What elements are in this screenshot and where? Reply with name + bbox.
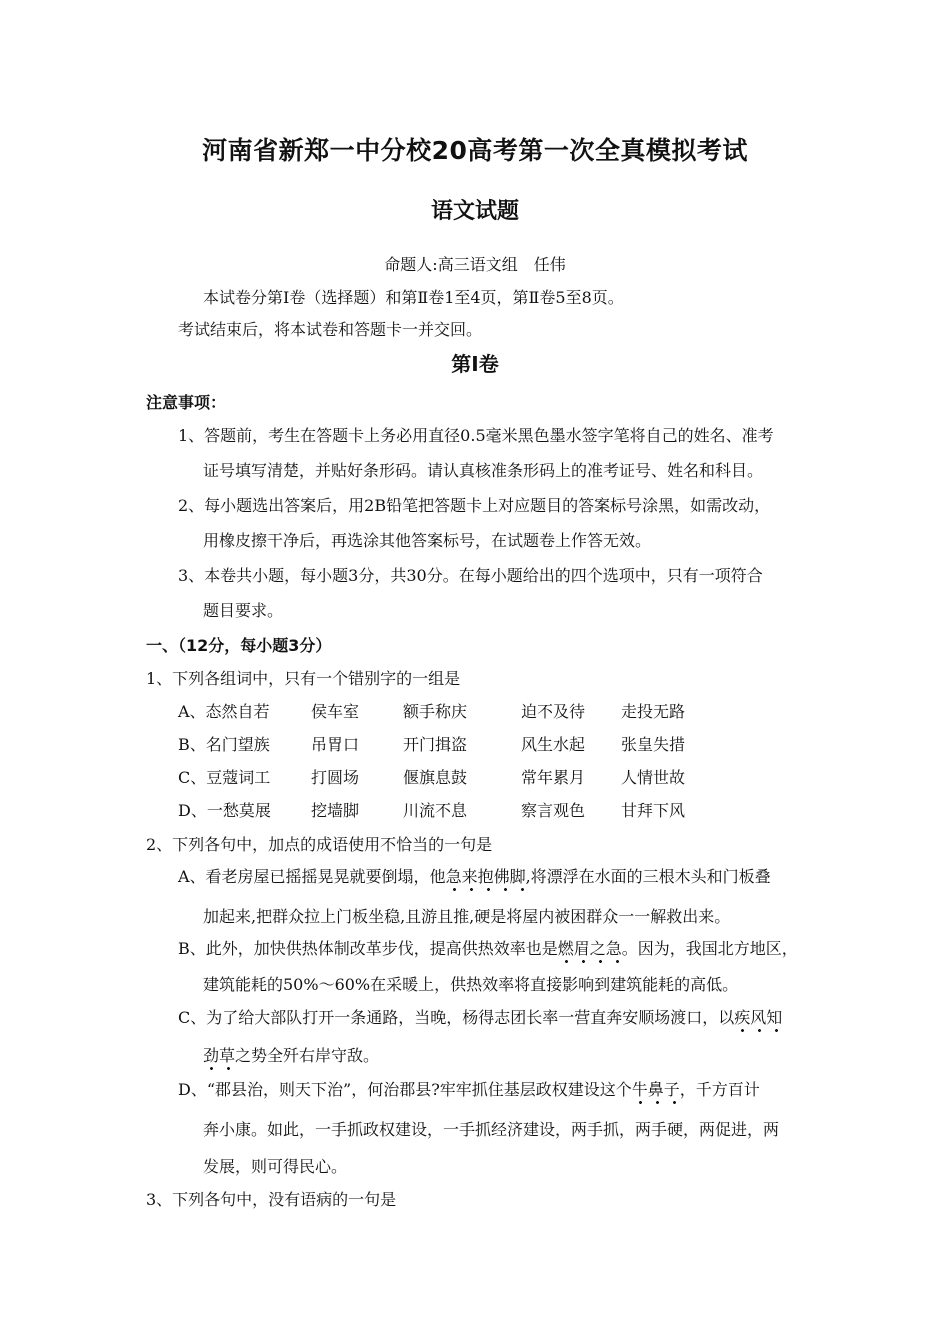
option-2b-line-1 [178, 939, 798, 959]
intro-line-1: 本试卷分第Ⅰ卷（选择题）和第Ⅱ卷1至4页，第Ⅱ卷5至8页。 [203, 288, 624, 307]
volume-heading: 第Ⅰ卷 [451, 352, 499, 376]
option-b-word-2: 吊胃口 [311, 735, 360, 754]
option-c-word-2: 打圆场 [311, 768, 360, 787]
option-a-word-1: A、态然自若 [178, 702, 270, 721]
question-3-stem: 3、下列各句中，没有语病的一句是 [146, 1190, 397, 1209]
note-3-line-1: 3、本卷共小题，每小题3分，共30分。在每小题给出的四个选项中，只有一项符合 [178, 566, 763, 585]
option-2d-dotted-phrase: 牛鼻子 [632, 1080, 680, 1105]
option-d-word-2: 挖墙脚 [311, 801, 360, 820]
option-b-word-5: 张皇失措 [621, 735, 686, 754]
option-a-word-3: 额手称庆 [403, 702, 468, 721]
option-2a-text-post: ,将漂浮在水面的三根木头和门板叠 [525, 867, 771, 886]
option-2a-line-2: 加起来,把群众拉上门板坐稳,且游且推,硬是将屋内被困群众一一解救出来。 [203, 907, 731, 926]
option-b-word-1: B、名门望族 [178, 735, 270, 754]
note-3-line-2: 题目要求。 [203, 601, 284, 620]
option-2d-line-2: 奔小康。如此，一手抓政权建设，一手抓经济建设，两手抓，两手硬，两促进，两 [203, 1120, 780, 1139]
option-2b-text-pre: B、此外，加快供热体制改革步伐，提高供热效率也是 [178, 939, 558, 958]
option-2d-line-1 [178, 1080, 760, 1100]
question-2-stem: 2、下列各句中，加点的成语使用不恰当的一句是 [146, 835, 493, 854]
option-2a-dotted-idiom: 急来抱佛脚 [446, 867, 526, 892]
option-2d-text-post: ，千方百计 [679, 1080, 760, 1099]
option-b-word-4: 风生水起 [521, 735, 586, 754]
intro-line-2: 考试结束后，将本试卷和答题卡一并交回。 [178, 320, 483, 339]
option-a-word-4: 迫不及待 [521, 702, 586, 721]
note-2-line-2: 用橡皮擦干净后，再选涂其他答案标号，在试题卷上作答无效。 [203, 531, 652, 550]
option-2b-text-post: 。因为，我国北方地区， [621, 939, 798, 958]
option-d-word-3: 川流不息 [403, 801, 468, 820]
note-1-line-2: 证号填写清楚，并贴好条形码。请认真核准条形码上的准考证号、姓名和科目。 [203, 461, 764, 480]
option-2b-dotted-idiom: 燃眉之急 [558, 939, 622, 964]
option-a-word-2: 侯车室 [311, 702, 360, 721]
note-2-line-1: 2、每小题选出答案后，用2B铅笔把答题卡上对应题目的答案标号涂黑，如需改动， [178, 496, 771, 515]
option-2c-text-pre: C、为了给大部队打开一条通路，当晚，杨得志团长率一营直奔安顺场渡口，以 [178, 1008, 735, 1027]
note-1-line-1: 1、答题前，考生在答题卡上务必用直径0.5毫米黑色墨水签字笔将自己的姓名、准考 [178, 426, 774, 445]
option-c-word-4: 常年累月 [521, 768, 586, 787]
page-subtitle: 语文试题 [430, 199, 519, 224]
option-d-word-1: D、一愁莫展 [178, 801, 271, 820]
section-1-heading: 一、（12分，每小题3分） [146, 636, 332, 655]
option-2a-line-1 [178, 867, 771, 887]
option-c-word-1: C、豆蔻词工 [178, 768, 271, 787]
option-2a-text-pre: A、看老房屋已摇摇晃晃就要倒塌，他 [178, 867, 446, 886]
option-c-word-3: 偃旗息鼓 [403, 768, 468, 787]
option-b-word-3: 开门揖盗 [403, 735, 468, 754]
option-2c-line-1 [178, 1008, 782, 1028]
option-a-word-5: 走投无路 [621, 702, 686, 721]
option-2d-line-3: 发展，则可得民心。 [203, 1157, 348, 1176]
option-2b-line-2: 建筑能耗的50%～60%在采暖上，供热效率将直接影响到建筑能耗的高低。 [203, 975, 739, 994]
option-d-word-4: 察言观色 [521, 801, 586, 820]
option-d-word-5: 甘拜下风 [621, 801, 686, 820]
question-1-stem: 1、下列各组词中，只有一个错别字的一组是 [146, 669, 461, 688]
option-c-word-5: 人情世故 [621, 768, 686, 787]
page-title: 河南省新郑一中分校20高考第一次全真模拟考试 [202, 136, 748, 165]
option-2d-text-pre: D、“郡县治，则天下治”，何治郡县?牢牢抓住基层政权建设这个 [178, 1080, 632, 1099]
author-line: 命题人:高三语文组 任伟 [384, 255, 566, 274]
notes-heading: 注意事项： [146, 393, 227, 412]
option-2c-line-2 [203, 1046, 379, 1066]
option-2c-dotted-idiom-part-1: 疾风知 [734, 1008, 782, 1033]
option-2c-dotted-idiom-part-2: 劲草 [203, 1046, 235, 1071]
option-2c-text-post: 之势全歼右岸守敌。 [235, 1046, 380, 1065]
